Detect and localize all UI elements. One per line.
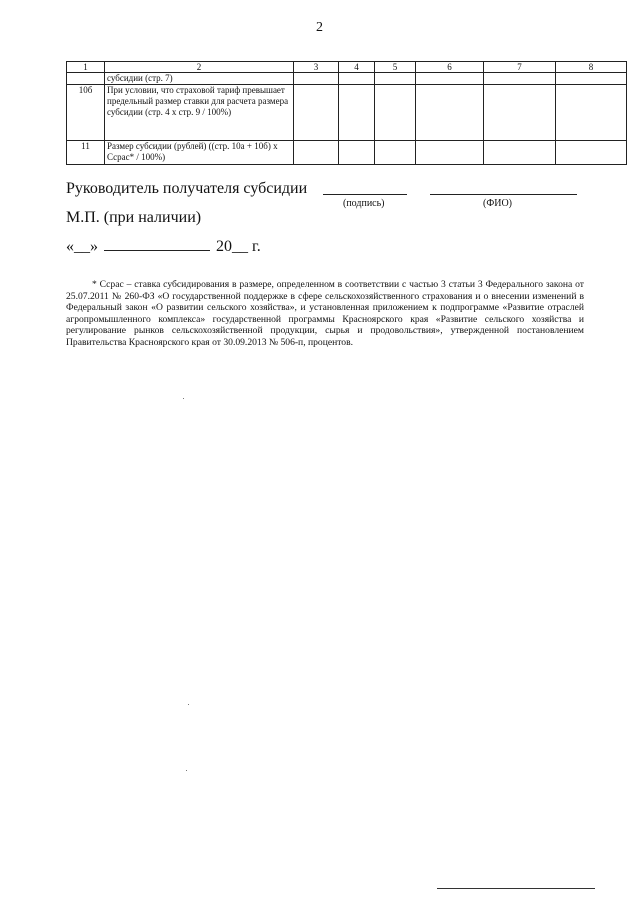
table-cell bbox=[484, 73, 556, 85]
footnote-text: * Ссрас – ставка субсидирования в размере, определенном в соответствии с частью 3 статьи 3 Федерального закона от 25.07.2011 № 260-ФЗ «О государственной поддержке в сфере сельскохозяйственного страхования и о внесении изменений в Федеральный закон «О развитии сельского хозяйства», и установленная приложением к подпрограмме «Развитие отраслей агропромышленного комплекса» государственной программы Красноярского края «Развитие сельского хозяйства и регулирование рынков сельскохозяйственной продукции, сырья и продовольствия», утвержденной постановлением Правительства Красноярского края от 30.09.2013 № 506-п, процентов. bbox=[66, 279, 584, 348]
table-header-cell: 5 bbox=[375, 62, 416, 73]
signature-caption: (подпись) bbox=[343, 198, 385, 209]
bottom-rule bbox=[437, 888, 595, 889]
table-header-cell: 4 bbox=[339, 62, 375, 73]
row-description: субсидии (стр. 7) bbox=[105, 73, 294, 85]
signature-title: Руководитель получателя субсидии bbox=[66, 180, 308, 197]
page-number: 2 bbox=[316, 20, 323, 35]
table-header-cell: 6 bbox=[416, 62, 484, 73]
table-cell bbox=[294, 85, 339, 141]
date-year: 20__ г. bbox=[216, 238, 261, 255]
table-cell bbox=[294, 73, 339, 85]
subsidy-calculation-table bbox=[66, 61, 627, 165]
row-number bbox=[67, 73, 105, 85]
date-month-blank bbox=[104, 237, 210, 251]
scan-speck bbox=[186, 770, 187, 771]
table-cell bbox=[556, 141, 627, 165]
scan-speck bbox=[188, 704, 189, 705]
table-cell bbox=[294, 141, 339, 165]
table-header-cell: 7 bbox=[484, 62, 556, 73]
table-cell bbox=[484, 141, 556, 165]
date-day: «__» bbox=[66, 238, 98, 255]
table-cell bbox=[339, 85, 375, 141]
row-description: Размер субсидии (рублей) ((стр. 10а + 10б) х Ссрас* / 100%) bbox=[105, 141, 294, 165]
table-header-cell: 8 bbox=[556, 62, 627, 73]
table-cell bbox=[416, 73, 484, 85]
table-cell bbox=[416, 85, 484, 141]
table-cell bbox=[375, 141, 416, 165]
table-cell bbox=[484, 85, 556, 141]
table-cell bbox=[556, 73, 627, 85]
footnote bbox=[66, 279, 584, 349]
name-line bbox=[430, 194, 577, 195]
table-cell bbox=[556, 85, 627, 141]
name-caption: (ФИО) bbox=[483, 198, 513, 209]
table-row bbox=[67, 73, 627, 85]
row-number: 10б bbox=[67, 85, 105, 141]
table-row bbox=[67, 141, 627, 165]
table-cell bbox=[339, 73, 375, 85]
signature-line bbox=[323, 194, 407, 195]
row-description: При условии, что страховой тариф превышает предельный размер ставки для расчета размера субсидии (стр. 4 х стр. 9 / 100%) bbox=[105, 85, 294, 141]
table-cell bbox=[375, 73, 416, 85]
table-cell bbox=[375, 85, 416, 141]
stamp-note: М.П. (при наличии) bbox=[66, 209, 202, 226]
table-cell bbox=[416, 141, 484, 165]
table-header-cell: 3 bbox=[294, 62, 339, 73]
scan-speck bbox=[183, 398, 184, 399]
table-header-cell: 1 bbox=[67, 62, 105, 73]
table-row bbox=[67, 85, 627, 141]
table-header-row bbox=[67, 62, 627, 73]
table-header-cell: 2 bbox=[105, 62, 294, 73]
row-number: 11 bbox=[67, 141, 105, 165]
date-line bbox=[66, 237, 261, 256]
table-cell bbox=[339, 141, 375, 165]
